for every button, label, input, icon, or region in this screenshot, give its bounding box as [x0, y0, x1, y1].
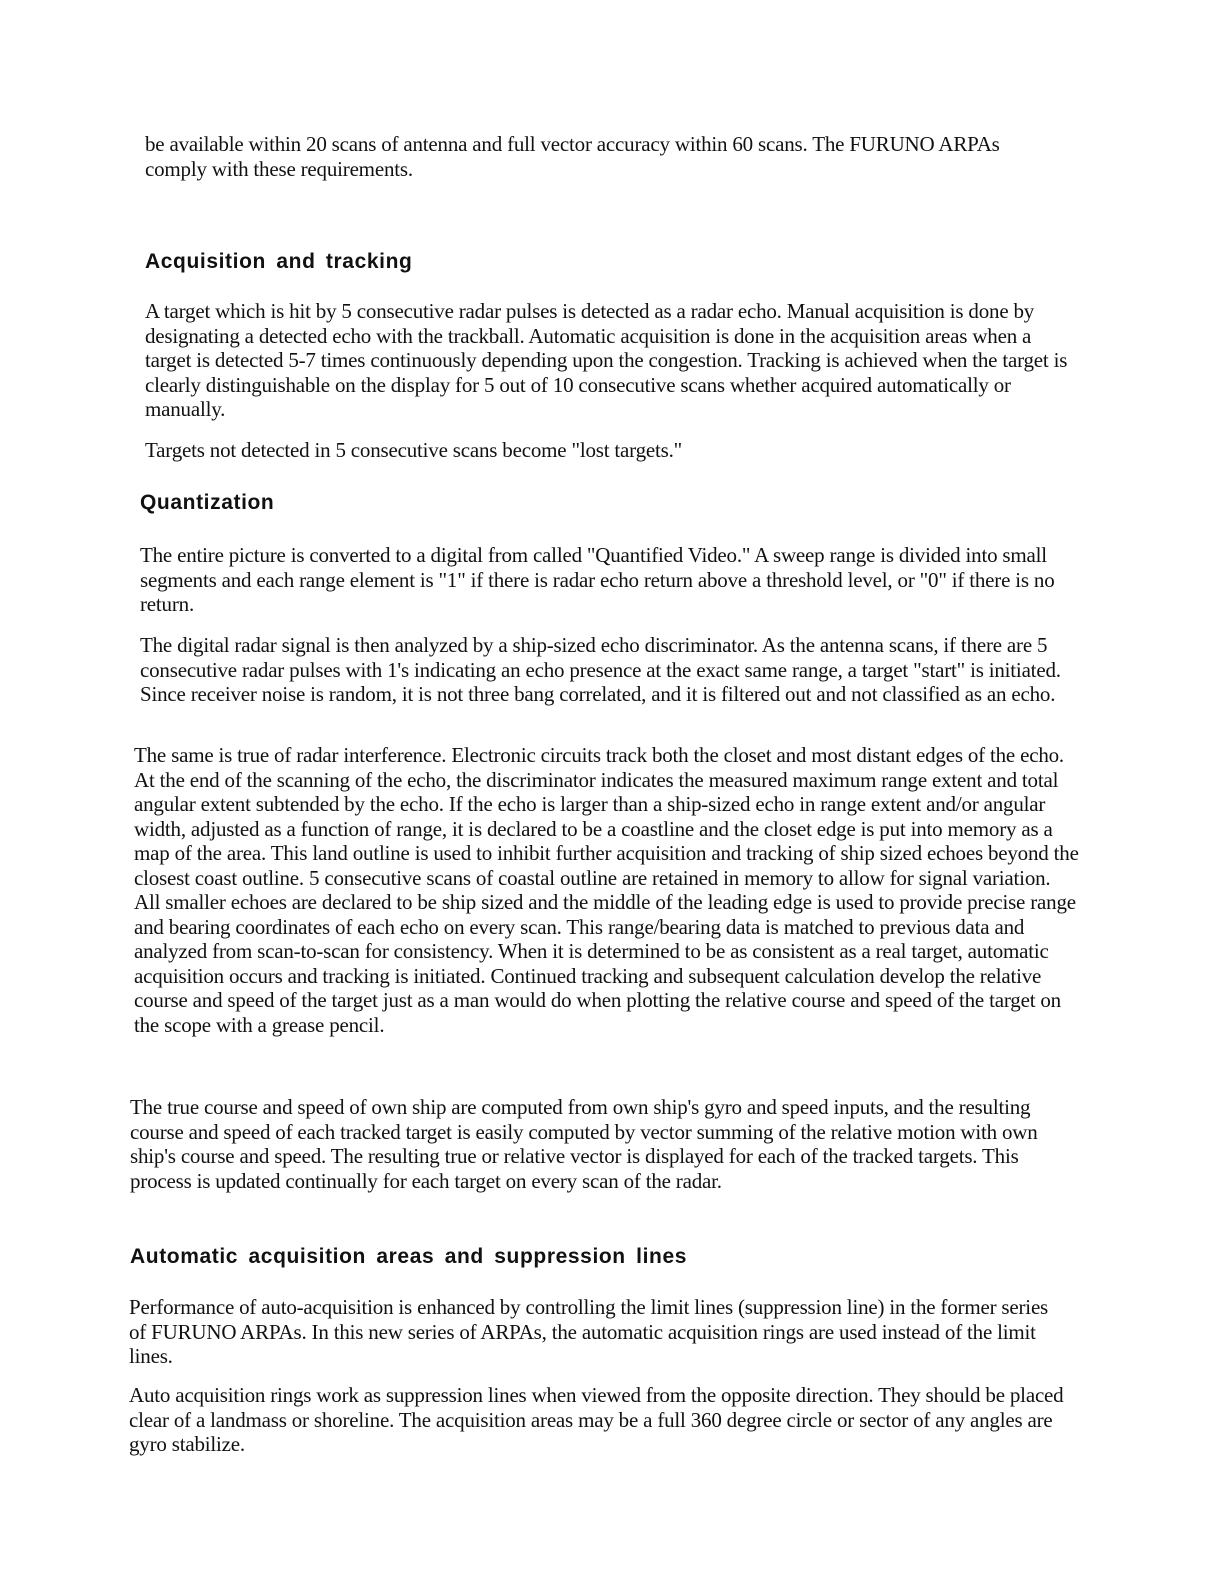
acquisition-paragraph-1: A target which is hit by 5 consecutive radar pulses is detected as a radar echo. Manual acquisition is done by designating a detected echo with the trackball. Automatic acquisition is done in the acquisition areas when a target is detected 5-7 times continuously depending upon the congestion. Tracking is achieved when the target is clearly distinguishable on the display for 5 out of 10 consecutive scans whether acquired automatically or manually. — [145, 299, 1068, 421]
heading-automatic-acquisition-areas: Automatic acquisition areas and suppression lines — [130, 1245, 688, 1268]
quantization-paragraph-1: The entire picture is converted to a digital from called "Quantified Video." A sweep range is divided into small segments and each range element is "1" if there is radar echo return above a threshold level, or "0" if there is no return. — [140, 543, 1055, 616]
quantization-paragraph-3: The same is true of radar interference. Electronic circuits track both the closet and most distant edges of the echo. At the end of the scanning of the echo, the discriminator indicates the measured maximum range extent and total angular extent subtended by the echo. If the echo is larger than a ship-sized echo in range extent and/or angular width, adjusted as a function of range, it is declared to be a coastline and the closet edge is put into memory as a map of the area. This land outline is used to inhibit further acquisition and tracking of ship sized echoes beyond the closest coast outline. 5 consecutive scans of coastal outline are retained in memory to allow for signal variation. All smaller echoes are declared to be ship sized and the middle of the leading edge is used to provide precise range and bearing coordinates of each echo on every scan. This range/bearing data is matched to previous data and analyzed from scan-to-scan for consistency. When it is determined to be as consistent as a real target, automatic acquisition occurs and tracking is initiated. Continued tracking and subsequent calculation develop the relative course and speed of the target just as a man would do when plotting the relative course and speed of the target on the scope with a grease pencil. — [134, 743, 1079, 1037]
quantization-paragraph-4: The true course and speed of own ship are computed from own ship's gyro and speed inputs, and the resulting course and speed of each tracked target is easily computed by vector summing of the relative motion with own ship's course and speed. The resulting true or relative vector is displayed for each of the tracked targets. This process is updated continually for each target on every scan of the radar. — [130, 1095, 1038, 1193]
auto-acquisition-paragraph-2: Auto acquisition rings work as suppression lines when viewed from the opposite direction. They should be placed clear of a landmass or shoreline. The acquisition areas may be a full 360 degree circle or sector of any angles are gyro stabilize. — [129, 1383, 1064, 1456]
heading-acquisition-and-tracking: Acquisition and tracking — [145, 250, 413, 273]
auto-acquisition-paragraph-1: Performance of auto-acquisition is enhanced by controlling the limit lines (suppression line) in the former series of FURUNO ARPAs. In this new series of ARPAs, the automatic acquisition rings are used instead of the limit lines. — [129, 1295, 1049, 1368]
quantization-paragraph-2: The digital radar signal is then analyzed by a ship-sized echo discriminator. As the antenna scans, if there are 5 consecutive radar pulses with 1's indicating an echo presence at the exact same range, a target "start" is initiated. Since receiver noise is random, it is not three bang correlated, and it is filtered out and not classified as an echo. — [140, 633, 1061, 706]
intro-paragraph: be available within 20 scans of antenna and full vector accuracy within 60 scans. The FURUNO ARPAs comply with these requirements. — [145, 132, 1000, 181]
acquisition-paragraph-2: Targets not detected in 5 consecutive scans become "lost targets." — [145, 438, 683, 462]
heading-quantization: Quantization — [140, 491, 275, 514]
